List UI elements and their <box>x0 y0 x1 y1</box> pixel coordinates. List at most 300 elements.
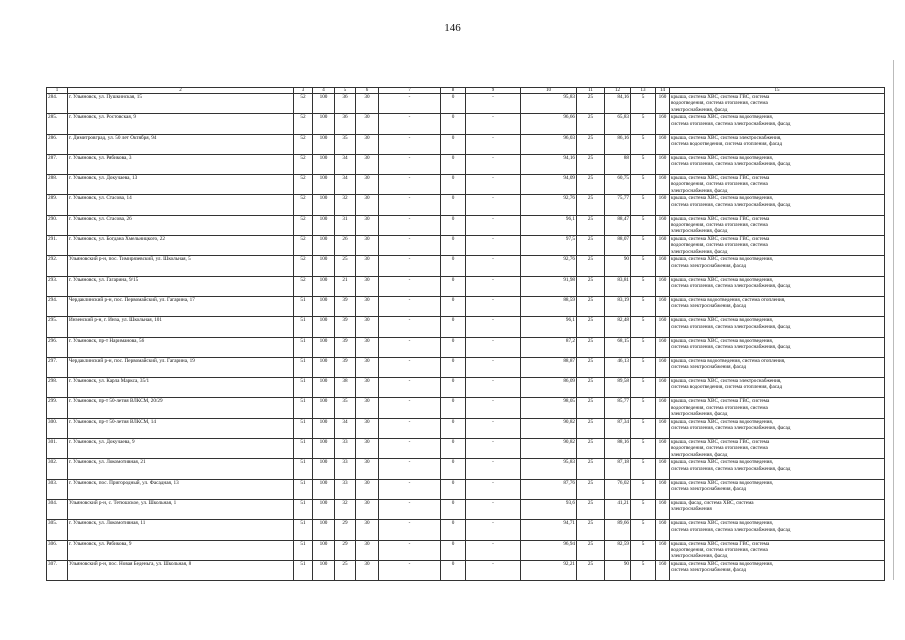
column-header: 9 <box>466 88 521 94</box>
work-line: крыша, система ХВС, система водоотведения, <box>671 479 774 486</box>
value-cell: 5 <box>631 276 656 296</box>
address-cell: Чердаклинский р-н, пос. Первомайский, ул. Гагарина, 19 <box>68 357 294 377</box>
row-number: 291. <box>47 236 68 256</box>
works-list-cell <box>670 175 885 195</box>
works-list-cell <box>670 296 885 316</box>
value-cell: 5 <box>631 134 656 154</box>
value-cell: - <box>379 134 441 154</box>
scan-edge-mark <box>893 60 894 580</box>
value-cell: 5 <box>631 337 656 357</box>
work-line: электроснабжения, фасад <box>671 228 728 235</box>
row-number: 284. <box>47 94 68 114</box>
value-cell: 160 <box>656 357 670 377</box>
value-cell: 160 <box>656 560 670 580</box>
value-cell: 35 <box>335 398 356 418</box>
value-cell: - <box>379 560 441 580</box>
value-cell: 160 <box>656 175 670 195</box>
value-cell: 30 <box>356 418 379 438</box>
value-cell: 100 <box>313 317 335 337</box>
work-line: система отопления, система электроснабжения, фасад <box>671 526 791 533</box>
value-cell: 160 <box>656 236 670 256</box>
works-list-cell <box>670 276 885 296</box>
value-cell: 30 <box>356 398 379 418</box>
value-cell: 25 <box>577 540 605 560</box>
value-cell: 100 <box>313 540 335 560</box>
row-number: 302. <box>47 459 68 479</box>
work-line: крыша, система ХВС, система ГВС, система <box>671 94 770 100</box>
value-cell: - <box>379 499 441 519</box>
table-row <box>47 398 885 418</box>
value-cell: - <box>466 459 521 479</box>
work-line: система отопления, система электроснабжения, фасад <box>671 343 791 350</box>
value-cell: - <box>466 195 521 215</box>
value-cell: - <box>466 236 521 256</box>
value-cell: 30 <box>356 94 379 114</box>
value-cell: 0 <box>441 175 466 195</box>
work-line: крыша, система ХВС, система ГВС, система <box>671 398 770 405</box>
value-cell: 89,66 <box>605 520 631 540</box>
column-header: 6 <box>356 88 379 94</box>
value-cell: 100 <box>313 520 335 540</box>
value-cell: 38 <box>335 378 356 398</box>
address-cell: Инзенский р-н, г. Инза, ул. Школьная, 101 <box>68 317 294 337</box>
value-cell: 30 <box>356 337 379 357</box>
value-cell: - <box>466 296 521 316</box>
table-row <box>47 317 885 337</box>
value-cell: 0 <box>441 520 466 540</box>
works-list-cell <box>670 520 885 540</box>
value-cell: 0 <box>441 296 466 316</box>
row-number: 298. <box>47 378 68 398</box>
column-header: 2 <box>68 88 294 94</box>
value-cell: 39 <box>335 357 356 377</box>
value-cell: 93,6 <box>521 499 577 519</box>
work-line: система отопления, система электроснабжения, фасад <box>671 465 791 472</box>
value-cell: 92,76 <box>521 195 577 215</box>
value-cell: 5 <box>631 114 656 134</box>
value-cell: 84,16 <box>605 94 631 114</box>
value-cell: 25 <box>335 560 356 580</box>
table-row <box>47 154 885 174</box>
value-cell: 100 <box>313 236 335 256</box>
value-cell: 34 <box>335 418 356 438</box>
column-header: 4 <box>313 88 335 94</box>
work-line: система отопления, система электроснабжения, фасад <box>671 161 791 168</box>
value-cell: 30 <box>356 499 379 519</box>
work-line: электроснабжения, фасад <box>671 451 728 458</box>
value-cell: 60,75 <box>605 175 631 195</box>
value-cell: - <box>466 134 521 154</box>
value-cell: 0 <box>441 560 466 580</box>
value-cell: 36 <box>335 114 356 134</box>
value-cell: 30 <box>356 540 379 560</box>
table-row <box>47 215 885 235</box>
table-row <box>47 175 885 195</box>
table-row <box>47 236 885 256</box>
value-cell: 160 <box>656 195 670 215</box>
work-line: крыша, система ХВС, система ГВС, система <box>671 236 770 243</box>
value-cell: 30 <box>356 114 379 134</box>
value-cell: 25 <box>577 154 605 174</box>
column-header: 10 <box>521 88 577 94</box>
value-cell: 25 <box>577 175 605 195</box>
value-cell: 25 <box>577 560 605 580</box>
value-cell: 100 <box>313 560 335 580</box>
work-line: водоотведения, система отопления, система <box>671 222 768 229</box>
works-list-cell <box>670 459 885 479</box>
value-cell: 160 <box>656 540 670 560</box>
work-line: электроснабжения, фасад <box>671 553 728 560</box>
row-number: 307. <box>47 560 68 580</box>
value-cell: 21 <box>335 276 356 296</box>
value-cell: 33 <box>335 439 356 459</box>
value-cell: 88,59 <box>521 296 577 316</box>
value-cell: 5 <box>631 560 656 580</box>
value-cell: 75,77 <box>605 195 631 215</box>
work-line: система электроснабжения, фасад <box>671 262 747 269</box>
value-cell: 25 <box>577 94 605 114</box>
value-cell: 30 <box>356 175 379 195</box>
table-row <box>47 256 885 276</box>
value-cell: 0 <box>441 114 466 134</box>
value-cell: 51 <box>294 317 313 337</box>
value-cell: 0 <box>441 94 466 114</box>
value-cell: - <box>379 459 441 479</box>
works-list-cell <box>670 215 885 235</box>
value-cell: 51 <box>294 560 313 580</box>
value-cell: - <box>379 94 441 114</box>
work-line: система электроснабжения, фасад <box>671 303 747 310</box>
value-cell: 30 <box>356 357 379 377</box>
value-cell: 52 <box>294 94 313 114</box>
value-cell: 32 <box>335 499 356 519</box>
table-row <box>47 520 885 540</box>
value-cell: 0 <box>441 378 466 398</box>
work-line: электроснабжения, фасад <box>671 411 728 418</box>
row-number: 295. <box>47 317 68 337</box>
value-cell: 25 <box>577 215 605 235</box>
value-cell: 25 <box>577 479 605 499</box>
row-number: 304. <box>47 499 68 519</box>
value-cell: 51 <box>294 499 313 519</box>
value-cell: - <box>466 378 521 398</box>
table-row <box>47 195 885 215</box>
work-line: крыша, система ХВС, система водоотведения, <box>671 195 774 202</box>
work-line: крыша, система ХВС, система электроснабжения, <box>671 134 782 141</box>
value-cell: 52 <box>294 154 313 174</box>
value-cell: 35 <box>335 134 356 154</box>
table-row <box>47 479 885 499</box>
value-cell: 5 <box>631 459 656 479</box>
address-cell: г. Ульяновск, пр-т Нариманова, 56 <box>68 337 294 357</box>
value-cell: - <box>466 357 521 377</box>
value-cell: 25 <box>577 195 605 215</box>
value-cell: 100 <box>313 94 335 114</box>
value-cell: 0 <box>441 459 466 479</box>
value-cell: 30 <box>356 215 379 235</box>
column-header: 1 <box>47 88 68 94</box>
value-cell: 30 <box>356 134 379 154</box>
table-row <box>47 357 885 377</box>
value-cell: 100 <box>313 479 335 499</box>
value-cell: 95,83 <box>521 459 577 479</box>
register-table <box>46 87 885 581</box>
value-cell: 51 <box>294 439 313 459</box>
value-cell: 29 <box>335 540 356 560</box>
value-cell: 51 <box>294 378 313 398</box>
work-line: система отопления, система электроснабжения, фасад <box>671 282 791 289</box>
value-cell: 0 <box>441 236 466 256</box>
works-list-cell <box>670 398 885 418</box>
value-cell: - <box>379 114 441 134</box>
works-list-cell <box>670 357 885 377</box>
value-cell: 30 <box>356 195 379 215</box>
address-cell: г. Ульяновск, ул. Богдана Хмельницкого, 22 <box>68 236 294 256</box>
value-cell: 5 <box>631 418 656 438</box>
address-cell: г. Димитровград, ул. 50 лет Октября, 94 <box>68 134 294 154</box>
value-cell: - <box>379 256 441 276</box>
value-cell: 100 <box>313 276 335 296</box>
works-list-cell <box>670 560 885 580</box>
value-cell: 34 <box>335 175 356 195</box>
value-cell: - <box>379 276 441 296</box>
work-line: крыша, система ХВС, система водоотведения, <box>671 337 774 344</box>
work-line: крыша, система ХВС, система водоотведения, <box>671 317 774 324</box>
value-cell: 5 <box>631 236 656 256</box>
works-list-cell <box>670 154 885 174</box>
value-cell: - <box>379 215 441 235</box>
column-header: 13 <box>631 88 656 94</box>
value-cell: - <box>466 94 521 114</box>
value-cell: 86,09 <box>521 378 577 398</box>
address-cell: Ульяновский р-н, пос. Новая Беденьга, ул. Школьная, 8 <box>68 560 294 580</box>
value-cell: 51 <box>294 540 313 560</box>
value-cell: 83,19 <box>605 296 631 316</box>
value-cell: 30 <box>356 439 379 459</box>
work-line: система отопления, система электроснабжения, фасад <box>671 425 791 432</box>
value-cell: 160 <box>656 459 670 479</box>
row-number: 287. <box>47 154 68 174</box>
row-number: 290. <box>47 215 68 235</box>
value-cell: - <box>466 175 521 195</box>
value-cell: 160 <box>656 479 670 499</box>
works-list-cell <box>670 236 885 256</box>
value-cell: 5 <box>631 215 656 235</box>
value-cell: 160 <box>656 317 670 337</box>
value-cell: 52 <box>294 256 313 276</box>
value-cell: 82,59 <box>605 540 631 560</box>
value-cell: 5 <box>631 357 656 377</box>
value-cell: 25 <box>577 317 605 337</box>
work-line: система электроснабжения, фасад <box>671 567 747 574</box>
value-cell: 98,05 <box>521 398 577 418</box>
value-cell: 100 <box>313 195 335 215</box>
value-cell: - <box>379 175 441 195</box>
row-number: 296. <box>47 337 68 357</box>
address-cell: г. Ульяновск, ул. Гагарина, 9/15 <box>68 276 294 296</box>
value-cell: 5 <box>631 398 656 418</box>
value-cell: - <box>466 317 521 337</box>
work-line: крыша, система ХВС, система водоотведения, <box>671 154 774 161</box>
address-cell: г. Ульяновск, ул. Ростовская, 9 <box>68 114 294 134</box>
value-cell: 0 <box>441 195 466 215</box>
address-cell: г. Ульяновск, ул. Рябикова, 9 <box>68 540 294 560</box>
work-line: электроснабжения <box>671 506 712 513</box>
table-row <box>47 378 885 398</box>
value-cell: 25 <box>577 439 605 459</box>
table-row <box>47 337 885 357</box>
address-cell: г. Ульяновск, ул. Пушкинская, 15 <box>68 94 294 114</box>
address-cell: г. Ульяновск, ул. Докучаева, 13 <box>68 175 294 195</box>
value-cell: 100 <box>313 357 335 377</box>
value-cell: 88 <box>605 154 631 174</box>
value-cell: 160 <box>656 256 670 276</box>
address-cell: г. Ульяновск, пр-т 50-летия ВЛКСМ, 14 <box>68 418 294 438</box>
column-header: 14 <box>656 88 670 94</box>
row-number: 286. <box>47 134 68 154</box>
value-cell: 160 <box>656 94 670 114</box>
value-cell: 160 <box>656 215 670 235</box>
table-row <box>47 459 885 479</box>
value-cell: 160 <box>656 134 670 154</box>
work-line: крыша, система ХВС, система ГВС, система <box>671 175 770 182</box>
column-header: 11 <box>577 88 605 94</box>
value-cell: 0 <box>441 256 466 276</box>
value-cell: 30 <box>356 560 379 580</box>
value-cell: 52 <box>294 175 313 195</box>
value-cell: 87,34 <box>605 418 631 438</box>
value-cell: 160 <box>656 276 670 296</box>
value-cell: 41,21 <box>605 499 631 519</box>
value-cell: 94,16 <box>521 154 577 174</box>
work-line: крыша, система ХВС, система электроснабжения, <box>671 378 782 385</box>
row-number: 306. <box>47 540 68 560</box>
value-cell: 5 <box>631 154 656 174</box>
value-cell: - <box>379 357 441 377</box>
address-cell: г. Ульяновск, пос. Пригородный, ул. Фасадная, 13 <box>68 479 294 499</box>
work-line: крыша, система ХВС, система водоотведения, <box>671 560 774 567</box>
value-cell: 88,47 <box>605 215 631 235</box>
value-cell: 25 <box>577 459 605 479</box>
value-cell: 25 <box>577 378 605 398</box>
work-line: крыша, система ХВС, система ГВС, система <box>671 439 770 446</box>
value-cell: 30 <box>356 154 379 174</box>
row-number: 303. <box>47 479 68 499</box>
value-cell: 89,58 <box>605 378 631 398</box>
work-line: электроснабжения, фасад <box>671 187 728 194</box>
value-cell: - <box>379 540 441 560</box>
table-row <box>47 499 885 519</box>
works-list-cell <box>670 337 885 357</box>
value-cell: 5 <box>631 499 656 519</box>
value-cell: 25 <box>577 398 605 418</box>
address-cell: г. Ульяновск, ул. Локомотивная, 11 <box>68 520 294 540</box>
address-cell: г. Ульяновск, ул. Стасова, 14 <box>68 195 294 215</box>
value-cell: 32 <box>335 195 356 215</box>
value-cell: - <box>466 337 521 357</box>
work-line: водоотведения, система отопления, система <box>671 181 768 188</box>
row-number: 301. <box>47 439 68 459</box>
work-line: водоотведения, система отопления, система <box>671 100 768 107</box>
address-cell: г. Ульяновск, ул. Локомотивная, 21 <box>68 459 294 479</box>
value-cell: - <box>379 439 441 459</box>
column-header: 15 <box>670 88 885 94</box>
value-cell: 65,83 <box>605 114 631 134</box>
value-cell: 30 <box>356 378 379 398</box>
row-number: 289. <box>47 195 68 215</box>
row-number: 293. <box>47 276 68 296</box>
value-cell: - <box>379 296 441 316</box>
value-cell: 33 <box>335 459 356 479</box>
value-cell: 52 <box>294 134 313 154</box>
row-number: 285. <box>47 114 68 134</box>
row-number: 292. <box>47 256 68 276</box>
value-cell: 88,87 <box>521 357 577 377</box>
value-cell: 34 <box>335 154 356 174</box>
value-cell: 97,5 <box>521 236 577 256</box>
value-cell: - <box>466 520 521 540</box>
value-cell: 87,18 <box>605 459 631 479</box>
value-cell: - <box>379 520 441 540</box>
value-cell: 52 <box>294 236 313 256</box>
value-cell: 0 <box>441 357 466 377</box>
table-row <box>47 439 885 459</box>
value-cell: 87,2 <box>521 337 577 357</box>
value-cell: 25 <box>577 418 605 438</box>
value-cell: 160 <box>656 499 670 519</box>
work-line: система отопления, система электроснабжения, фасад <box>671 120 791 127</box>
value-cell: 51 <box>294 418 313 438</box>
value-cell: 160 <box>656 418 670 438</box>
table-row <box>47 540 885 560</box>
value-cell: 51 <box>294 479 313 499</box>
value-cell: 30 <box>356 276 379 296</box>
value-cell: - <box>379 398 441 418</box>
value-cell: 51 <box>294 337 313 357</box>
value-cell: 100 <box>313 256 335 276</box>
value-cell: 100 <box>313 459 335 479</box>
works-list-cell <box>670 378 885 398</box>
row-number: 297. <box>47 357 68 377</box>
value-cell: 96,03 <box>521 134 577 154</box>
works-list-cell <box>670 499 885 519</box>
address-cell: Чердаклинский р-н, пос. Первомайский, ул. Гагарина, 17 <box>68 296 294 316</box>
value-cell: 51 <box>294 459 313 479</box>
value-cell: 100 <box>313 418 335 438</box>
work-line: крыша, система ХВС, система водоотведения, <box>671 520 774 527</box>
work-line: крыша, система ХВС, система водоотведения, <box>671 256 774 263</box>
page-number: 146 <box>444 22 461 34</box>
value-cell: - <box>466 479 521 499</box>
value-cell: 5 <box>631 175 656 195</box>
column-header: 7 <box>379 88 441 94</box>
value-cell: - <box>466 114 521 134</box>
work-line: крыша, система ХВС, система водоотведения, <box>671 114 774 121</box>
address-cell: г. Ульяновск, ул. Стасова, 26 <box>68 215 294 235</box>
column-header: 5 <box>335 88 356 94</box>
value-cell: 0 <box>441 418 466 438</box>
value-cell: - <box>466 499 521 519</box>
works-list-cell <box>670 317 885 337</box>
work-line: водоотведения, система отопления, система <box>671 445 768 452</box>
value-cell: 86,16 <box>605 134 631 154</box>
value-cell: 100 <box>313 296 335 316</box>
address-cell: г. Ульяновск, ул. Карла Маркса, 35/1 <box>68 378 294 398</box>
value-cell: 5 <box>631 317 656 337</box>
work-line: крыша, система ХВС, система ГВС, система <box>671 215 770 222</box>
value-cell: 46,13 <box>605 357 631 377</box>
value-cell: 160 <box>656 398 670 418</box>
